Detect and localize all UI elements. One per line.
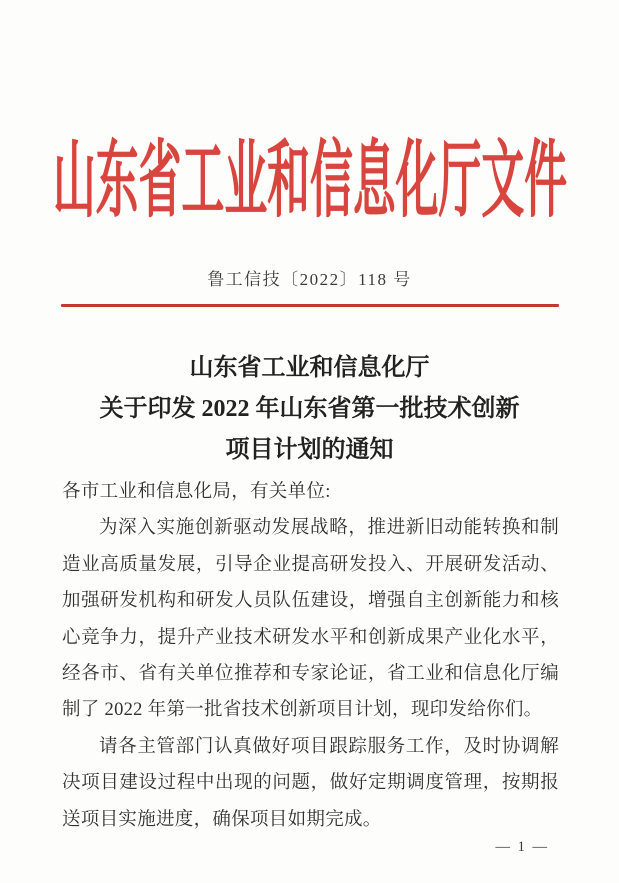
- red-divider-rule: [61, 304, 559, 307]
- notice-title-line-1: 山东省工业和信息化厅: [189, 355, 430, 381]
- page-number: — 1 —: [495, 839, 549, 855]
- notice-body: [62, 474, 559, 838]
- notice-title-line-2: 关于印发 2022 年山东省第一批技术创新: [99, 396, 520, 422]
- body-paragraph-1: 为深入实施创新驱动发展战略，推进新旧动能转换和制造业高质量发展，引导企业提高研发投入、开展研发活动、加强研发机构和研发人员队伍建设，增强自主创新能力和核心竞争力，提升产业技术研发水平和创新成果产业化水平，经各市、省有关单位推荐和专家论证，省工业和信息化厅编制了 2022 年第一批省技术创新项目计划，现印发给你们。: [62, 518, 559, 721]
- letterhead-title: 山东省工业和信息化厅文件: [52, 135, 567, 228]
- salutation: 各市工业和信息化局，有关单位:: [62, 482, 331, 502]
- notice-title-line-3: 项目计划的通知: [225, 437, 394, 463]
- body-paragraph-2: 请各主管部门认真做好项目跟踪服务工作，及时协调解决项目建设过程中出现的问题，做好定期调度管理，按期报送项目实施进度，确保项目如期完成。: [62, 736, 559, 830]
- notice-title: [40, 348, 579, 471]
- document-number: 鲁工信技〔2022〕118 号: [207, 270, 412, 289]
- letterhead: [0, 128, 619, 236]
